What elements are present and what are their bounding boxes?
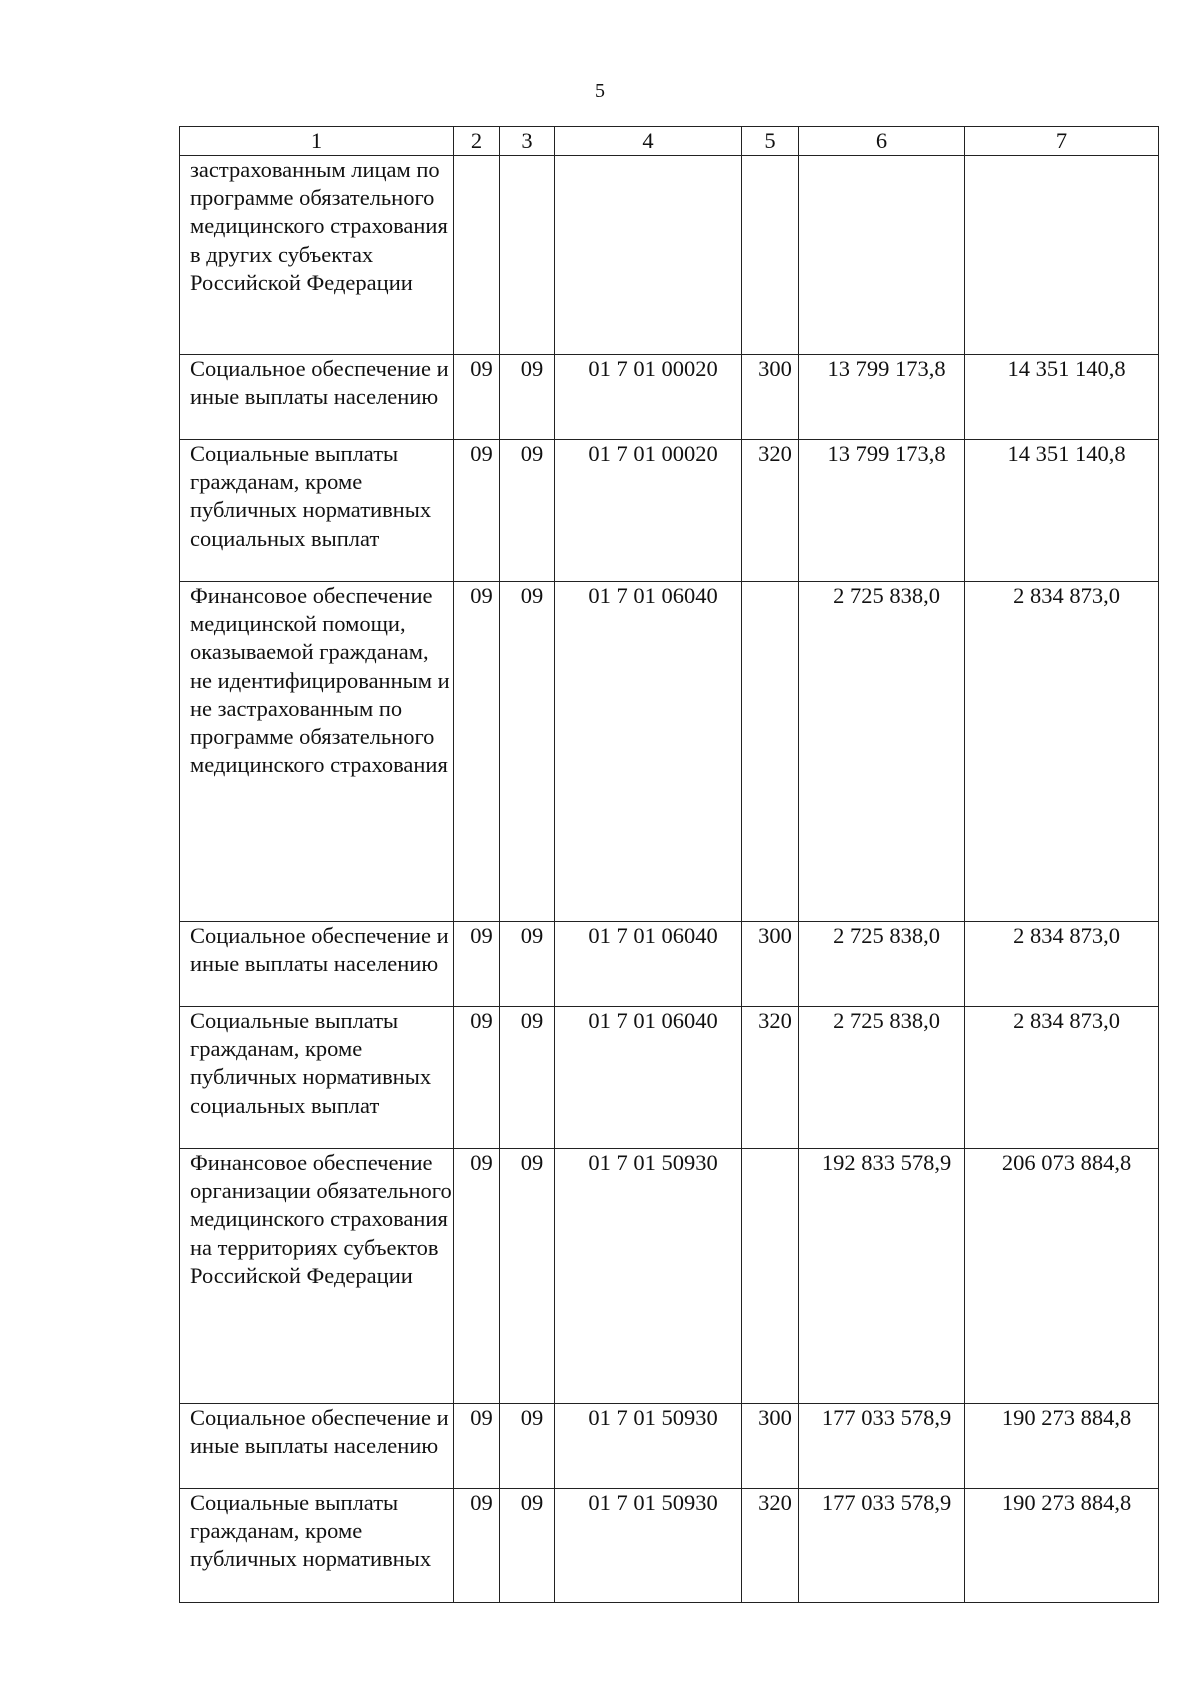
row-subsection: 09 [500, 440, 555, 582]
row-expense-type [742, 582, 799, 922]
row-name: Социальное обеспечение и иные выплаты населению [180, 355, 454, 440]
row-target-article: 01 7 01 00020 [555, 355, 742, 440]
header-col-2: 2 [454, 127, 500, 156]
row-subsection: 09 [500, 1149, 555, 1404]
row-section [454, 156, 500, 355]
row-target-article: 01 7 01 00020 [555, 440, 742, 582]
row-target-article: 01 7 01 50930 [555, 1404, 742, 1489]
row-expense-type [742, 156, 799, 355]
row-name: застрахованным лицам по программе обязательного медицинского страхования в других субъектах Российской Федерации [180, 156, 454, 355]
row-amount-1: 13 799 173,8 [799, 440, 965, 582]
row-subsection: 09 [500, 582, 555, 922]
header-col-4: 4 [555, 127, 742, 156]
header-col-1: 1 [180, 127, 454, 156]
header-col-5: 5 [742, 127, 799, 156]
row-amount-1: 2 725 838,0 [799, 1007, 965, 1149]
row-name: Социальные выплаты гражданам, кроме публичных нормативных социальных выплат [180, 1007, 454, 1149]
row-subsection: 09 [500, 1404, 555, 1489]
row-amount-1: 2 725 838,0 [799, 582, 965, 922]
row-amount-1: 177 033 578,9 [799, 1489, 965, 1603]
table-row [180, 582, 1159, 922]
row-amount-2: 2 834 873,0 [965, 582, 1159, 922]
row-section: 09 [454, 1489, 500, 1603]
row-target-article: 01 7 01 50930 [555, 1489, 742, 1603]
row-name: Социальные выплаты гражданам, кроме публичных нормативных социальных выплат [180, 440, 454, 582]
row-amount-2: 14 351 140,8 [965, 440, 1159, 582]
row-subsection: 09 [500, 922, 555, 1007]
row-target-article: 01 7 01 06040 [555, 582, 742, 922]
budget-table [179, 126, 1159, 1603]
row-amount-2: 190 273 884,8 [965, 1489, 1159, 1603]
table-row [180, 440, 1159, 582]
row-amount-2: 190 273 884,8 [965, 1404, 1159, 1489]
table-row [180, 156, 1159, 355]
header-col-6: 6 [799, 127, 965, 156]
row-name: Социальное обеспечение и иные выплаты населению [180, 1404, 454, 1489]
row-target-article [555, 156, 742, 355]
table-row [180, 1007, 1159, 1149]
row-amount-1: 192 833 578,9 [799, 1149, 965, 1404]
row-amount-2: 206 073 884,8 [965, 1149, 1159, 1404]
row-section: 09 [454, 355, 500, 440]
row-section: 09 [454, 922, 500, 1007]
row-expense-type: 320 [742, 1489, 799, 1603]
row-section: 09 [454, 1007, 500, 1149]
row-section: 09 [454, 1404, 500, 1489]
row-section: 09 [454, 1149, 500, 1404]
row-amount-2 [965, 156, 1159, 355]
row-amount-1 [799, 156, 965, 355]
row-expense-type: 300 [742, 355, 799, 440]
row-target-article: 01 7 01 06040 [555, 922, 742, 1007]
row-amount-2: 2 834 873,0 [965, 1007, 1159, 1149]
row-subsection: 09 [500, 355, 555, 440]
row-amount-2: 2 834 873,0 [965, 922, 1159, 1007]
table-row [180, 922, 1159, 1007]
row-amount-2: 14 351 140,8 [965, 355, 1159, 440]
header-col-3: 3 [500, 127, 555, 156]
row-expense-type: 300 [742, 922, 799, 1007]
row-subsection: 09 [500, 1007, 555, 1149]
row-target-article: 01 7 01 06040 [555, 1007, 742, 1149]
row-section: 09 [454, 582, 500, 922]
row-name: Финансовое обеспечение медицинской помощи, оказываемой гражданам, не идентифицированным и не застрахованным по программе обязательного медицинского страхования [180, 582, 454, 922]
table-row [180, 1149, 1159, 1404]
row-section: 09 [454, 440, 500, 582]
row-subsection: 09 [500, 1489, 555, 1603]
header-row [180, 127, 1159, 156]
row-expense-type: 320 [742, 440, 799, 582]
table-row [180, 1404, 1159, 1489]
row-subsection [500, 156, 555, 355]
row-amount-1: 13 799 173,8 [799, 355, 965, 440]
row-amount-1: 2 725 838,0 [799, 922, 965, 1007]
row-expense-type [742, 1149, 799, 1404]
header-col-7: 7 [965, 127, 1159, 156]
row-name: Социальные выплаты гражданам, кроме публичных нормативных [180, 1489, 454, 1603]
page-number: 5 [595, 80, 605, 102]
row-name: Финансовое обеспечение организации обязательного медицинского страхования на территориях субъектов Российской Федерации [180, 1149, 454, 1404]
row-expense-type: 300 [742, 1404, 799, 1489]
row-target-article: 01 7 01 50930 [555, 1149, 742, 1404]
table-body [180, 156, 1159, 1603]
table-row [180, 1489, 1159, 1603]
row-name: Социальное обеспечение и иные выплаты населению [180, 922, 454, 1007]
table-row [180, 355, 1159, 440]
row-amount-1: 177 033 578,9 [799, 1404, 965, 1489]
row-expense-type: 320 [742, 1007, 799, 1149]
